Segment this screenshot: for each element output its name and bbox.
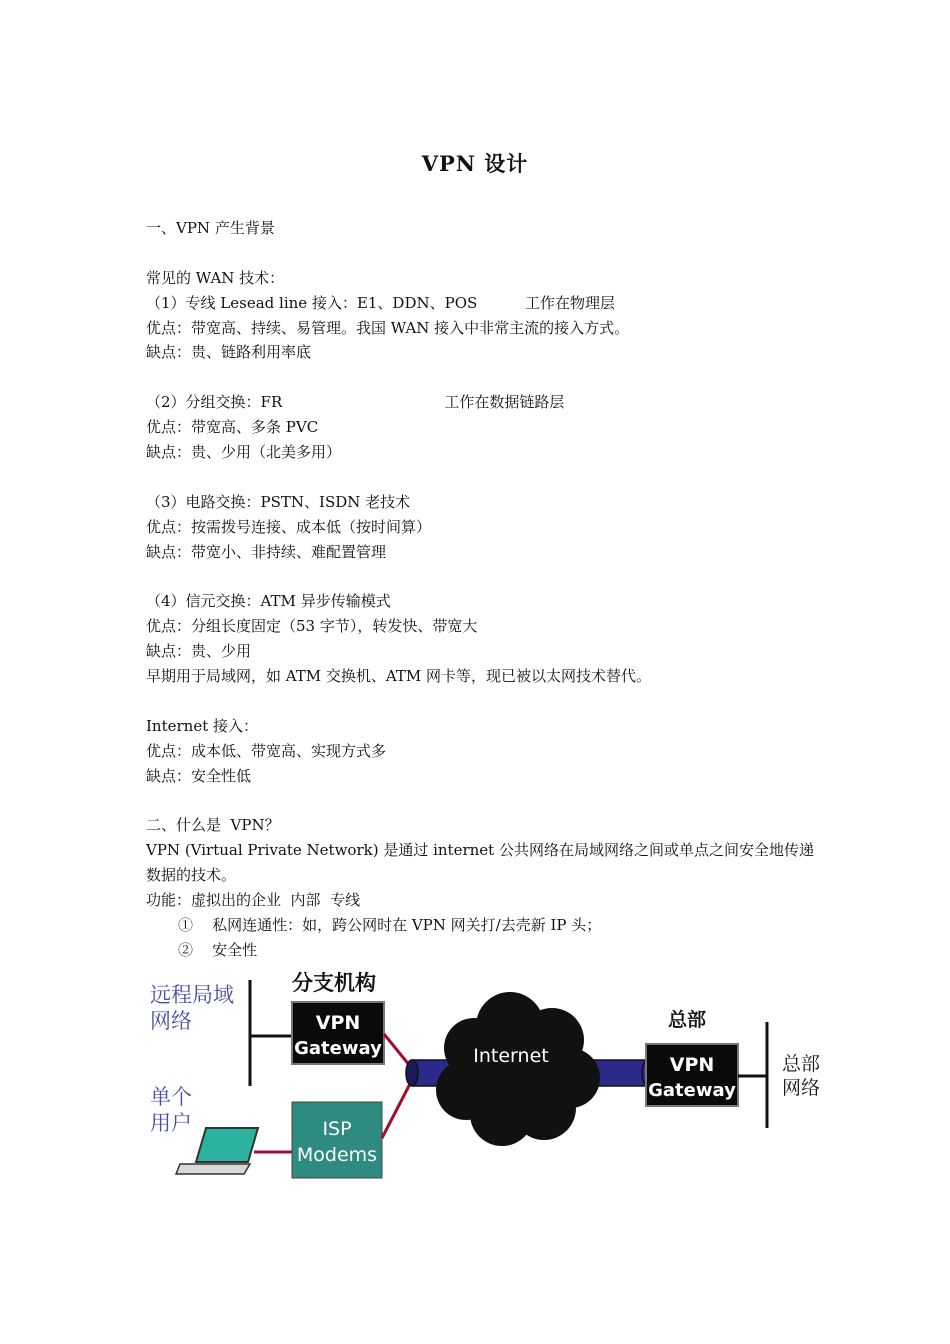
single-user-label: 用户 bbox=[150, 1111, 192, 1135]
text-line: 优点：按需拨号连接、成本低（按时间算） bbox=[146, 517, 432, 536]
function-item: ② 安全性 bbox=[178, 940, 258, 959]
text-line: 优点：带宽高、持续、易管理。我国 WAN 接入中非常主流的接入方式。 bbox=[146, 318, 630, 337]
text-line: 早期用于局域网，如 ATM 交换机、ATM 网卡等，现已被以太网技术替代。 bbox=[146, 667, 652, 686]
hq-network-label: 网络 bbox=[782, 1077, 821, 1099]
text-line: （3）电路交换：PSTN、ISDN 老技术 bbox=[146, 492, 411, 511]
text-line: 优点：带宽高、多条 PVC bbox=[146, 418, 319, 437]
text-line: （4）信元交换：ATM 异步传输模式 bbox=[146, 592, 391, 611]
isp-label: ISP bbox=[322, 1118, 352, 1140]
text-line: （1）专线 Lesead line 接入：E1、DDN、POS 工作在物理层 bbox=[146, 293, 615, 312]
text-line: Internet 接入： bbox=[146, 716, 258, 735]
blank-line bbox=[146, 241, 816, 266]
isp-modems-box bbox=[292, 1102, 382, 1178]
document-body bbox=[146, 216, 816, 963]
blank-line bbox=[146, 788, 816, 813]
text-line: 缺点：贵、少用（北美多用） bbox=[146, 443, 342, 462]
single-user-label: 单个 bbox=[150, 1085, 192, 1109]
text-line: 常见的 WAN 技术： bbox=[146, 268, 285, 287]
text-line: 缺点：带宽小、非持续、难配置管理 bbox=[146, 542, 387, 561]
hq-label: 总部 bbox=[668, 1009, 707, 1031]
function-item: ① 私网连通性：如，跨公网时在 VPN 网关打/去壳新 IP 头； bbox=[178, 915, 602, 934]
branch-gateway-label: Gateway bbox=[294, 1038, 382, 1059]
blank-line bbox=[146, 689, 816, 714]
function-line: 功能：虚拟出的企业 内部 专线 bbox=[146, 891, 361, 910]
isp-link bbox=[382, 1080, 412, 1138]
branch-vpn-label: VPN bbox=[315, 1012, 361, 1034]
text-line: 缺点：贵、少用 bbox=[146, 642, 252, 661]
remote-lan-label: 网络 bbox=[150, 1009, 192, 1033]
branch-label: 分支机构 bbox=[292, 971, 376, 995]
hq-gateway-label: Gateway bbox=[648, 1080, 736, 1101]
blank-line bbox=[146, 365, 816, 390]
text-line: 缺点：贵、链路利用率底 bbox=[146, 343, 312, 362]
tube-end bbox=[406, 1060, 418, 1086]
heading-vpn-background: 一、VPN 产生背景 bbox=[146, 219, 275, 237]
modems-label: Modems bbox=[296, 1144, 378, 1166]
internet-cloud-icon bbox=[436, 992, 600, 1146]
internet-label: Internet bbox=[473, 1045, 549, 1067]
hq-vpn-label: VPN bbox=[669, 1054, 715, 1076]
blank-line bbox=[146, 465, 816, 490]
document-title: VPN 设计 bbox=[421, 151, 529, 176]
text-line: （2）分组交换：FR 工作在数据链路层 bbox=[146, 393, 565, 412]
text-line: 缺点：安全性低 bbox=[146, 766, 252, 785]
vpn-definition-paragraph: VPN (Virtual Private Network) 是通过 internet 公共网络在局域网络之间或单点之间安全地传递数据的技术。 bbox=[146, 841, 814, 885]
remote-lan-label: 远程局域 bbox=[150, 983, 234, 1007]
hq-network-label: 总部 bbox=[782, 1053, 821, 1075]
vpn-network-diagram bbox=[140, 966, 840, 1192]
blank-line bbox=[146, 564, 816, 589]
branch-link bbox=[384, 1034, 410, 1066]
text-line: 优点：成本低、带宽高、实现方式多 bbox=[146, 741, 387, 760]
heading-what-is-vpn: 二、什么是 VPN？ bbox=[146, 816, 280, 835]
text-line: 优点：分组长度固定（53 字节），转发快、带宽大 bbox=[146, 617, 478, 636]
